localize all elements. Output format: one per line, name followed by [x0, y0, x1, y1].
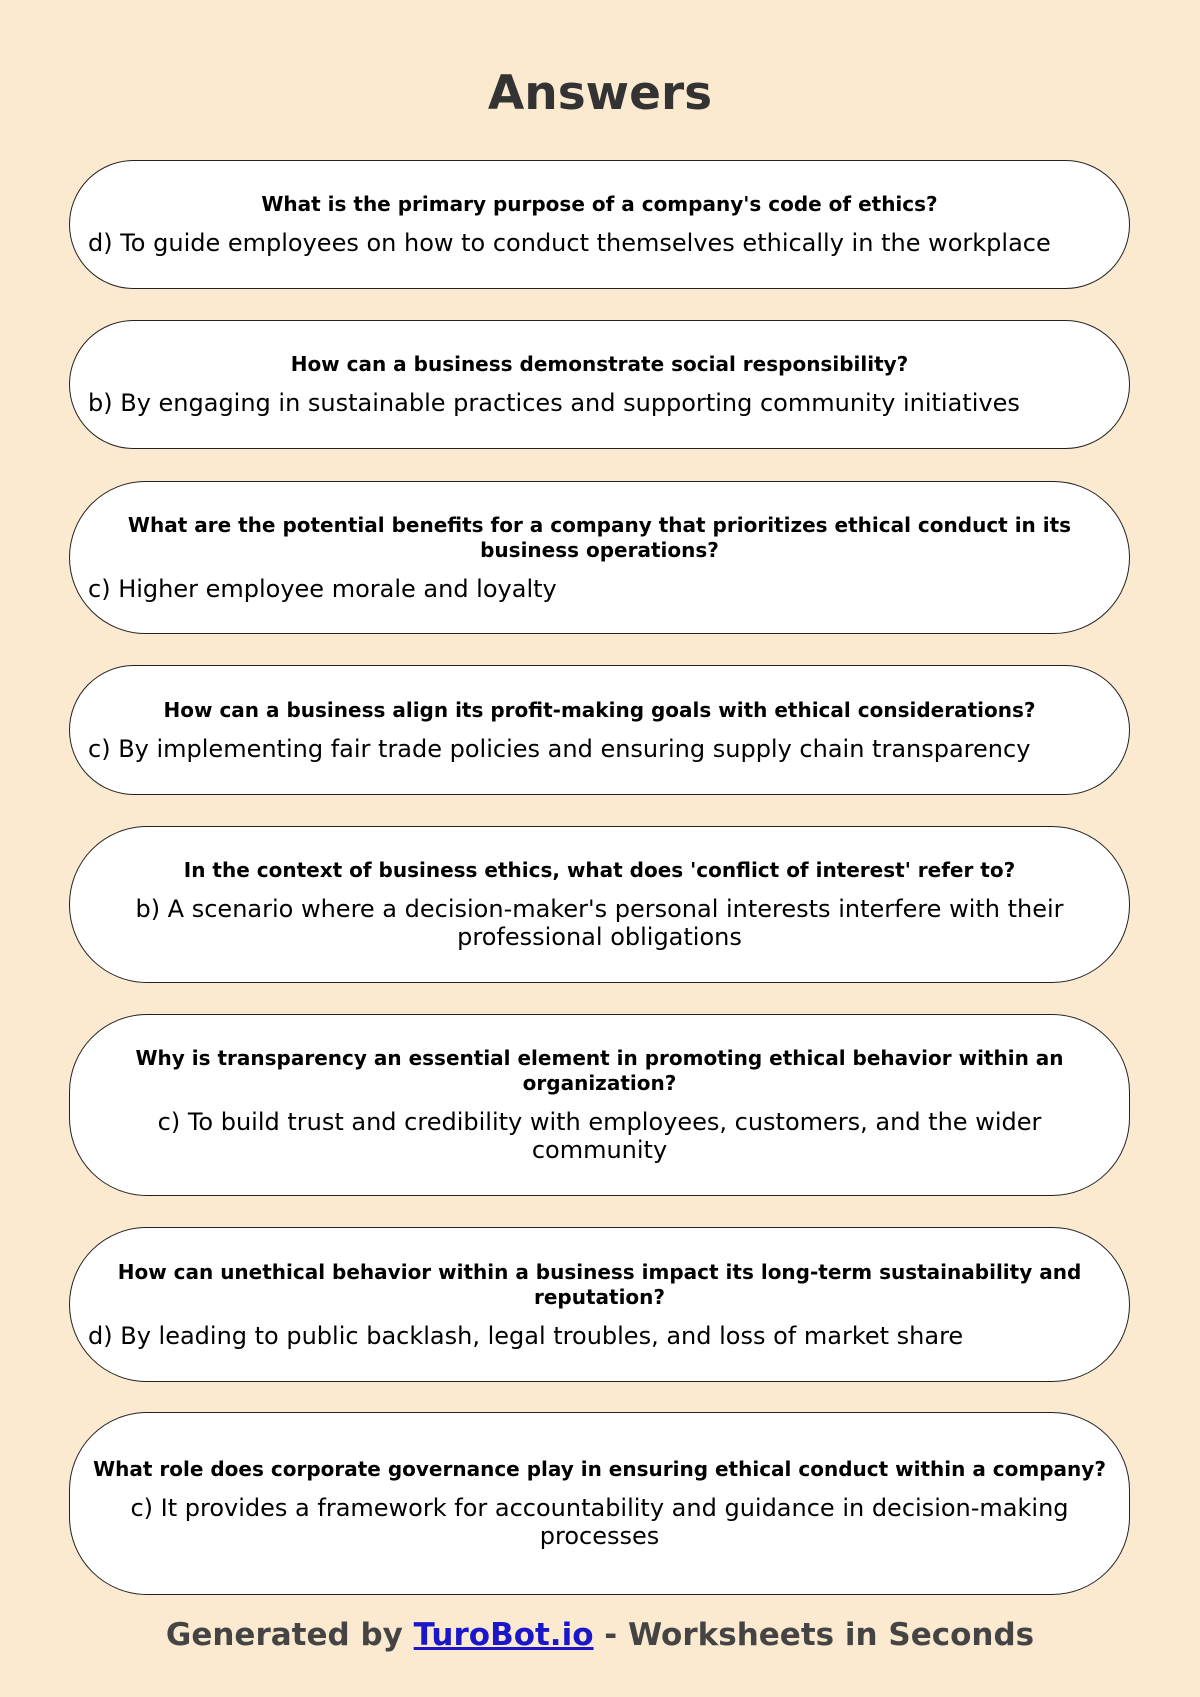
answer-text: b) A scenario where a decision-maker's personal interests interfere with their professional obligations — [135, 895, 1064, 951]
answer-text: b) By engaging in sustainable practices and supporting community initiatives — [88, 389, 1020, 417]
turobot-link[interactable]: TuroBot.io — [413, 1617, 594, 1653]
answer-card — [69, 1412, 1130, 1595]
question-text: What are the potential benefits for a company that prioritizes ethical conduct in its business operations? — [127, 512, 1072, 562]
page-title: Answers — [487, 66, 713, 121]
footer-prefix: Generated by — [165, 1617, 414, 1653]
answer-card — [69, 160, 1130, 289]
answer-card — [69, 1014, 1130, 1196]
answer-text: c) It provides a framework for accountability and guidance in decision-making processes — [130, 1494, 1069, 1550]
question-text: Why is transparency an essential element in promoting ethical behavior within an organization? — [135, 1046, 1064, 1095]
question-text: In the context of business ethics, what does 'conflict of interest' refer to? — [183, 858, 1016, 882]
answer-card — [69, 320, 1130, 449]
question-text: What role does corporate governance play in ensuring ethical conduct within a company? — [93, 1457, 1106, 1481]
footer — [0, 1617, 1200, 1654]
question-text: What is the primary purpose of a company's code of ethics? — [261, 192, 938, 216]
answer-text: c) Higher employee morale and loyalty — [88, 574, 557, 603]
footer-suffix: - Worksheets in Seconds — [593, 1617, 1035, 1653]
answer-text: c) To build trust and credibility with employees, customers, and the wider community — [157, 1108, 1042, 1164]
answer-text: c) By implementing fair trade policies and ensuring supply chain transparency — [88, 734, 1031, 763]
answer-card — [69, 826, 1130, 983]
question-text: How can a business align its profit-making goals with ethical considerations? — [163, 697, 1036, 722]
answer-card — [69, 1227, 1130, 1382]
answer-text: d) To guide employees on how to conduct themselves ethically in the workplace — [88, 229, 1051, 257]
question-text: How can unethical behavior within a business impact its long-term sustainability and reputation? — [117, 1259, 1082, 1309]
question-text: How can a business demonstrate social responsibility? — [290, 352, 909, 376]
answer-text: d) By leading to public backlash, legal troubles, and loss of market share — [88, 1321, 964, 1350]
answer-card — [69, 481, 1130, 634]
answer-card — [69, 665, 1130, 795]
